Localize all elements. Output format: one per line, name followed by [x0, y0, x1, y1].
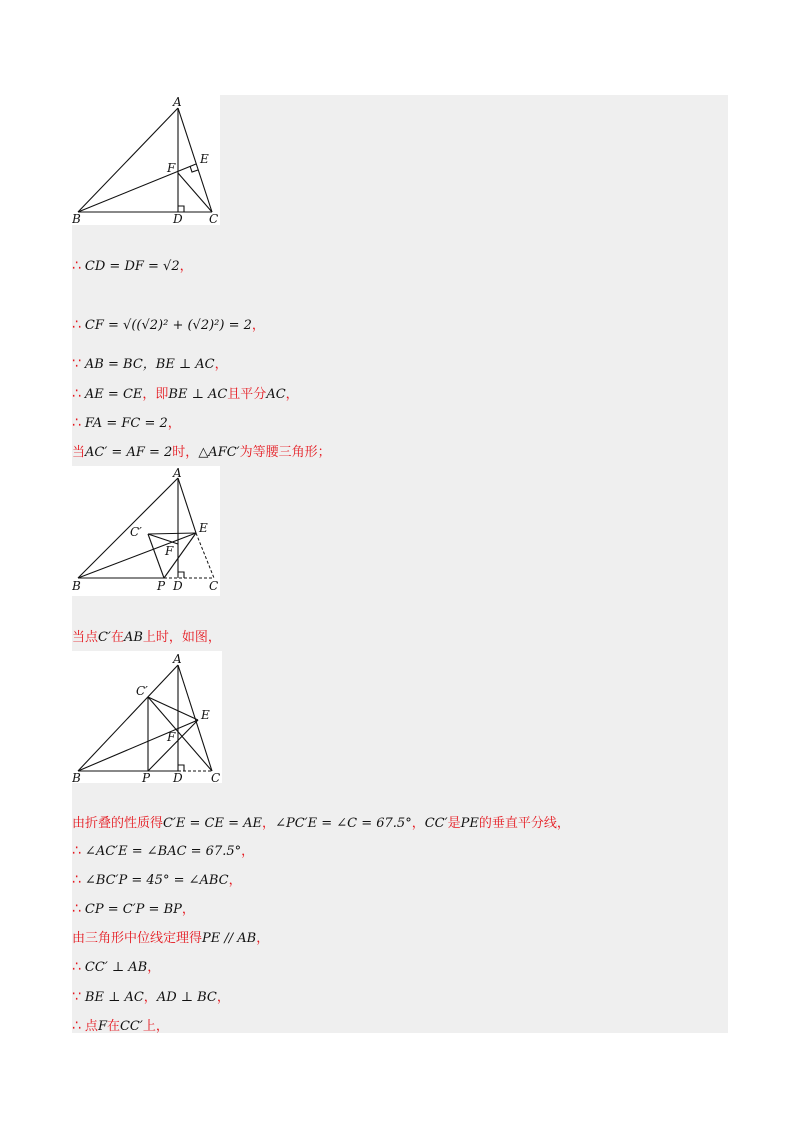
label-A: A	[173, 652, 182, 666]
step-line-4: ∴ AE = CE，即BE ⊥ AC且平分AC，	[72, 386, 299, 402]
step-line-10: ∴ ∠BC′P = 45° = ∠ABC，	[72, 872, 242, 888]
label-C-prime: C′	[136, 684, 148, 698]
label-E: E	[199, 521, 208, 535]
label-E: E	[200, 152, 209, 166]
label-D: D	[173, 771, 183, 783]
label-A: A	[173, 466, 182, 480]
label-B: B	[72, 579, 81, 593]
label-B: B	[72, 771, 81, 783]
triangle-diagram-1	[72, 95, 220, 225]
step-line-1: ∴ CD = DF = √2，	[72, 258, 193, 274]
label-C: C	[211, 771, 221, 783]
figure-1	[72, 95, 220, 225]
label-A: A	[173, 95, 182, 109]
figure-3	[72, 651, 222, 783]
label-E: E	[201, 708, 210, 722]
step-line-14: ∵ BE ⊥ AC，AD ⊥ BC，	[72, 989, 230, 1005]
label-B: B	[72, 212, 81, 225]
label-D: D	[173, 579, 183, 593]
label-F: F	[165, 544, 174, 558]
step-line-6: 当AC′ = AF = 2时，△AFC′为等腰三角形；	[72, 445, 331, 460]
figure-2	[72, 466, 220, 596]
step-line-2: ∴ CF = √((√2)² + (√2)²) = 2，	[72, 317, 265, 333]
step-line-7: 当点C′在AB上时，如图，	[72, 630, 221, 645]
label-F: F	[167, 161, 176, 175]
label-D: D	[173, 212, 183, 225]
step-line-12: 由三角形中位线定理得PE // AB，	[72, 931, 270, 946]
step-line-11: ∴ CP = C′P = BP，	[72, 901, 195, 917]
label-C: C	[209, 212, 219, 225]
step-line-9: ∴ ∠AC′E = ∠BAC = 67.5°，	[72, 843, 255, 859]
label-P: P	[142, 771, 151, 783]
step-line-8: 由折叠的性质得C′E = CE = AE，∠PC′E = ∠C = 67.5°，CC′是PE的垂直平分线，	[72, 816, 570, 831]
triangle-diagram-2	[72, 466, 220, 596]
step-line-15: ∴ 点F在CC′上，	[72, 1018, 169, 1034]
label-C: C	[209, 579, 219, 593]
step-line-5: ∴ FA = FC = 2，	[72, 415, 181, 431]
label-C-prime: C′	[130, 525, 142, 539]
step-line-3: ∵ AB = BC，BE ⊥ AC，	[72, 356, 228, 372]
label-F: F	[167, 730, 176, 744]
label-P: P	[157, 579, 166, 593]
step-line-13: ∴ CC′ ⊥ AB，	[72, 959, 161, 975]
triangle-diagram-3	[72, 651, 222, 783]
